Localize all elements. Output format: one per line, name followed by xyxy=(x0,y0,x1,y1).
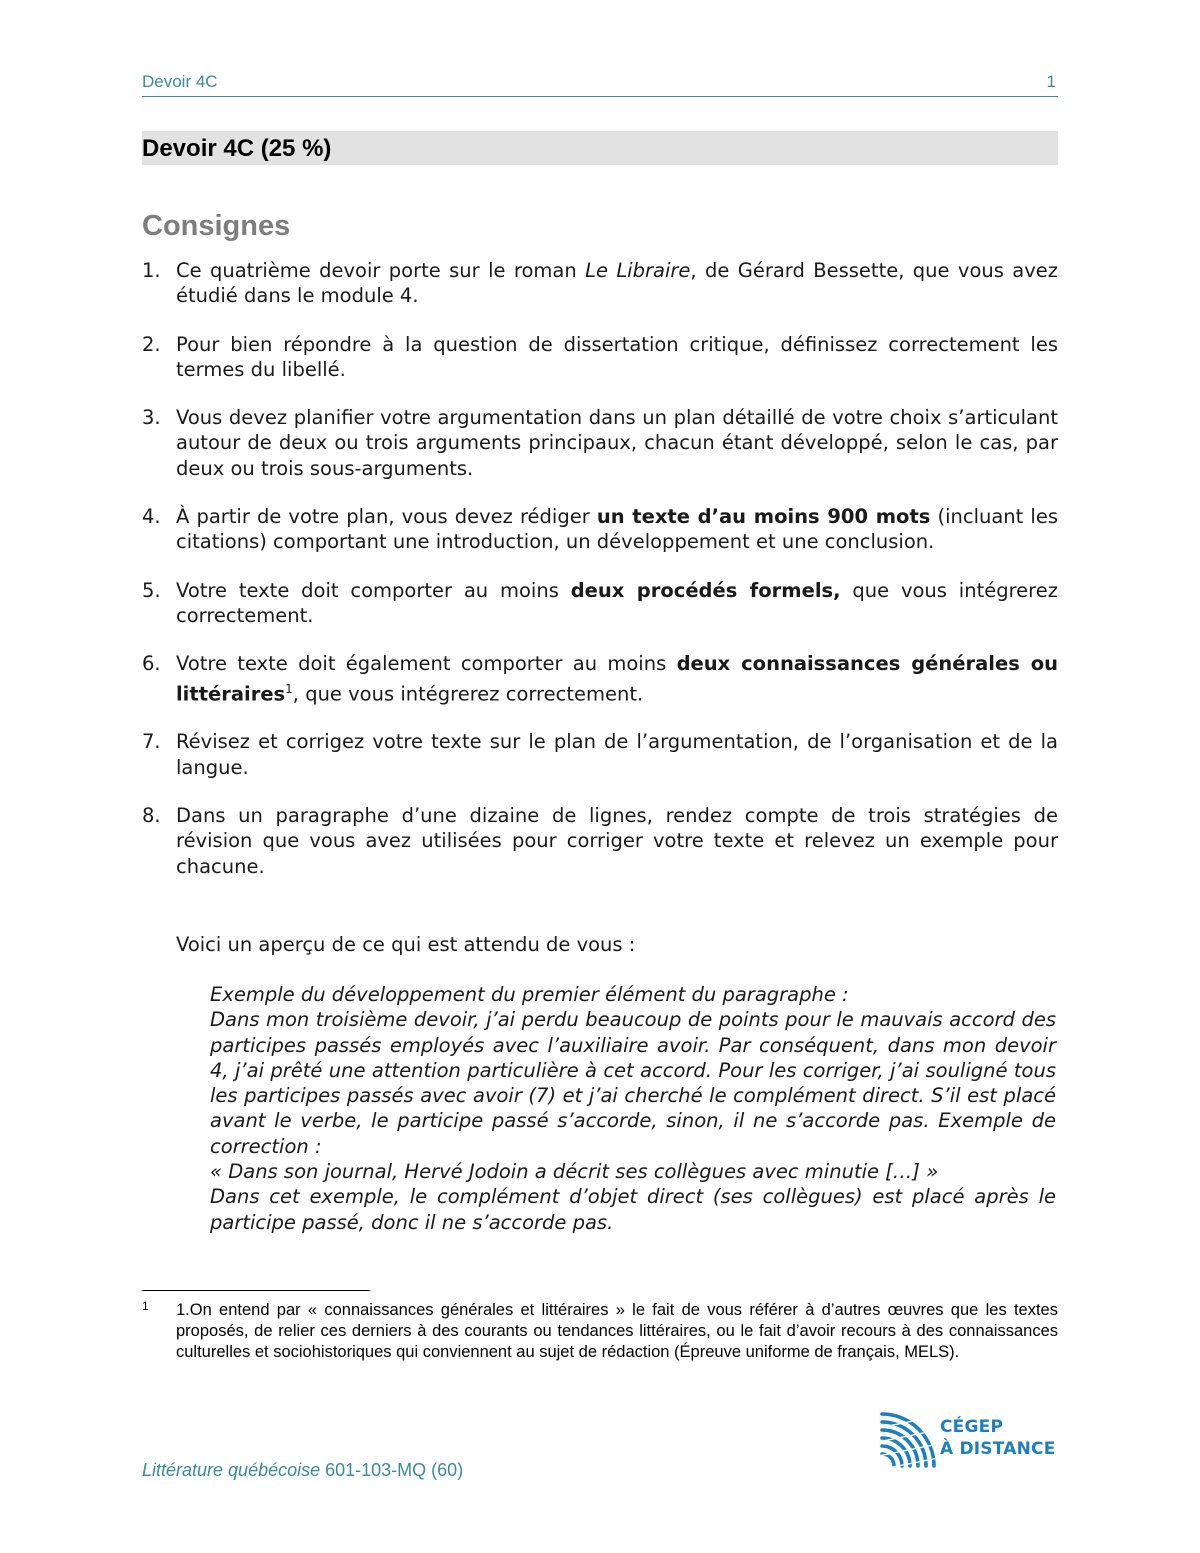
instruction-emphasis: deux connaissances générales ou littéraires xyxy=(176,652,1058,706)
instruction-text: Révisez et corrigez votre texte sur le plan de l’argumentation, de l’organisation et de la langue. xyxy=(176,730,1058,779)
header-page-number: 1 xyxy=(1046,72,1056,91)
instruction-item xyxy=(142,729,1058,780)
instruction-number: 5. xyxy=(142,578,161,602)
footer-course xyxy=(142,1460,463,1481)
instruction-text: Ce quatrième devoir porte sur le roman xyxy=(176,259,586,282)
instruction-text: Pour bien répondre à la question de dissertation critique, définissez correctement les termes du libellé. xyxy=(176,332,1058,381)
logo-text xyxy=(940,1416,1056,1460)
instruction-emphasis: deux procédés formels, xyxy=(570,578,841,602)
example-block xyxy=(210,982,1056,1235)
example-intro: Voici un aperçu de ce qui est attendu de vous : xyxy=(176,933,636,956)
assignment-title: Devoir 4C (25 %) xyxy=(142,131,1058,165)
example-body: Dans mon troisième devoir, j’ai perdu beaucoup de points pour le mauvais accord des participes passés employés avec l’auxiliaire avoir. Par conséquent, dans mon devoir 4, j’ai prêté une attention particulière à cet accord. Pour les corriger, j’ai souligné tous les participes passés avec avoir (7) et j’ai cherché le complément direct. S’il est placé avant le verbe, le participe passé s’accorde, sinon, il ne s’accorde pas. Exemple de correction : xyxy=(210,1008,1056,1158)
instruction-text: Votre texte doit également comporter au moins xyxy=(176,652,677,676)
logo-line-2: À DISTANCE xyxy=(940,1439,1056,1459)
logo-arcs-icon xyxy=(878,1408,938,1480)
footnote-reference[interactable]: 1 xyxy=(285,681,293,696)
instruction-item xyxy=(142,258,1058,309)
footnote xyxy=(142,1300,1058,1363)
instruction-text: Dans un paragraphe d’une dizaine de lignes, rendez compte de trois stratégies de révision que vous avez utilisées pour corriger votre texte et relevez un exemple pour chacune. xyxy=(176,803,1058,878)
logo-line-1: CÉGEP xyxy=(940,1417,1004,1437)
instruction-item xyxy=(142,578,1058,629)
instruction-item xyxy=(142,405,1058,481)
course-name: Littérature québécoise xyxy=(142,1460,321,1480)
instruction-number: 8. xyxy=(142,803,161,827)
instruction-item xyxy=(142,651,1058,706)
header-document-title: Devoir 4C xyxy=(142,72,218,91)
instruction-number: 7. xyxy=(142,730,161,754)
instruction-emphasis: un texte d’au moins 900 mots xyxy=(596,505,931,529)
footnote-separator xyxy=(142,1290,370,1291)
footnote-mark: 1 xyxy=(142,1299,149,1313)
instruction-text: , de Gérard Bessette, que vous avez étudié dans le module 4. xyxy=(176,259,1059,308)
footnote-text: 1.On entend par « connaissances générales et littéraires » le fait de vous référer à d’autres œuvres que les textes proposés, de relier ces derniers à des courants ou tendances littéraires, ou le fait d’avoir recours à des connaissances culturelles et sociohistoriques qui conviennent au sujet de rédaction (Épreuve uniforme de français, MELS). xyxy=(176,1301,1058,1361)
page-header xyxy=(142,70,1058,97)
instruction-number: 6. xyxy=(142,652,161,676)
instruction-text: que vous intégrerez correctement. xyxy=(176,578,1058,627)
novel-title: Le Libraire xyxy=(585,259,691,282)
instruction-text: , que vous intégrerez correctement. xyxy=(292,682,644,706)
example-conclusion: Dans cet exemple, le complément d’objet direct (ses collègues) est placé après le participe passé, donc il ne s’accorde pas. xyxy=(210,1185,1056,1234)
instruction-number: 1. xyxy=(142,259,161,282)
instruction-item xyxy=(142,332,1058,383)
example-quote: « Dans son journal, Hervé Jodoin a décrit ses collègues avec minutie […] » xyxy=(210,1160,939,1184)
instruction-item xyxy=(142,803,1058,879)
cegep-a-distance-logo xyxy=(878,1408,1058,1480)
instruction-number: 3. xyxy=(142,406,161,430)
instruction-item xyxy=(142,504,1058,555)
instruction-text: (incluant les citations) comportant une introduction, un développement et une conclusion. xyxy=(176,505,1058,554)
instruction-number: 4. xyxy=(142,505,161,529)
instruction-text: Votre texte doit comporter au moins xyxy=(176,578,571,602)
instruction-number: 2. xyxy=(142,332,161,356)
instruction-text: Vous devez planifier votre argumentation dans un plan détaillé de votre choix s’articulant autour de deux ou trois arguments principaux, chacun étant développé, selon le cas, par deux ou trois sous-arguments. xyxy=(176,406,1058,480)
course-code: 601-103-MQ (60) xyxy=(320,1460,464,1480)
example-heading: Exemple du développement du premier élément du paragraphe : xyxy=(210,983,849,1006)
section-title: Consignes xyxy=(142,210,291,242)
instructions-list xyxy=(142,258,1058,899)
instruction-text: À partir de votre plan, vous devez rédiger xyxy=(176,505,597,529)
